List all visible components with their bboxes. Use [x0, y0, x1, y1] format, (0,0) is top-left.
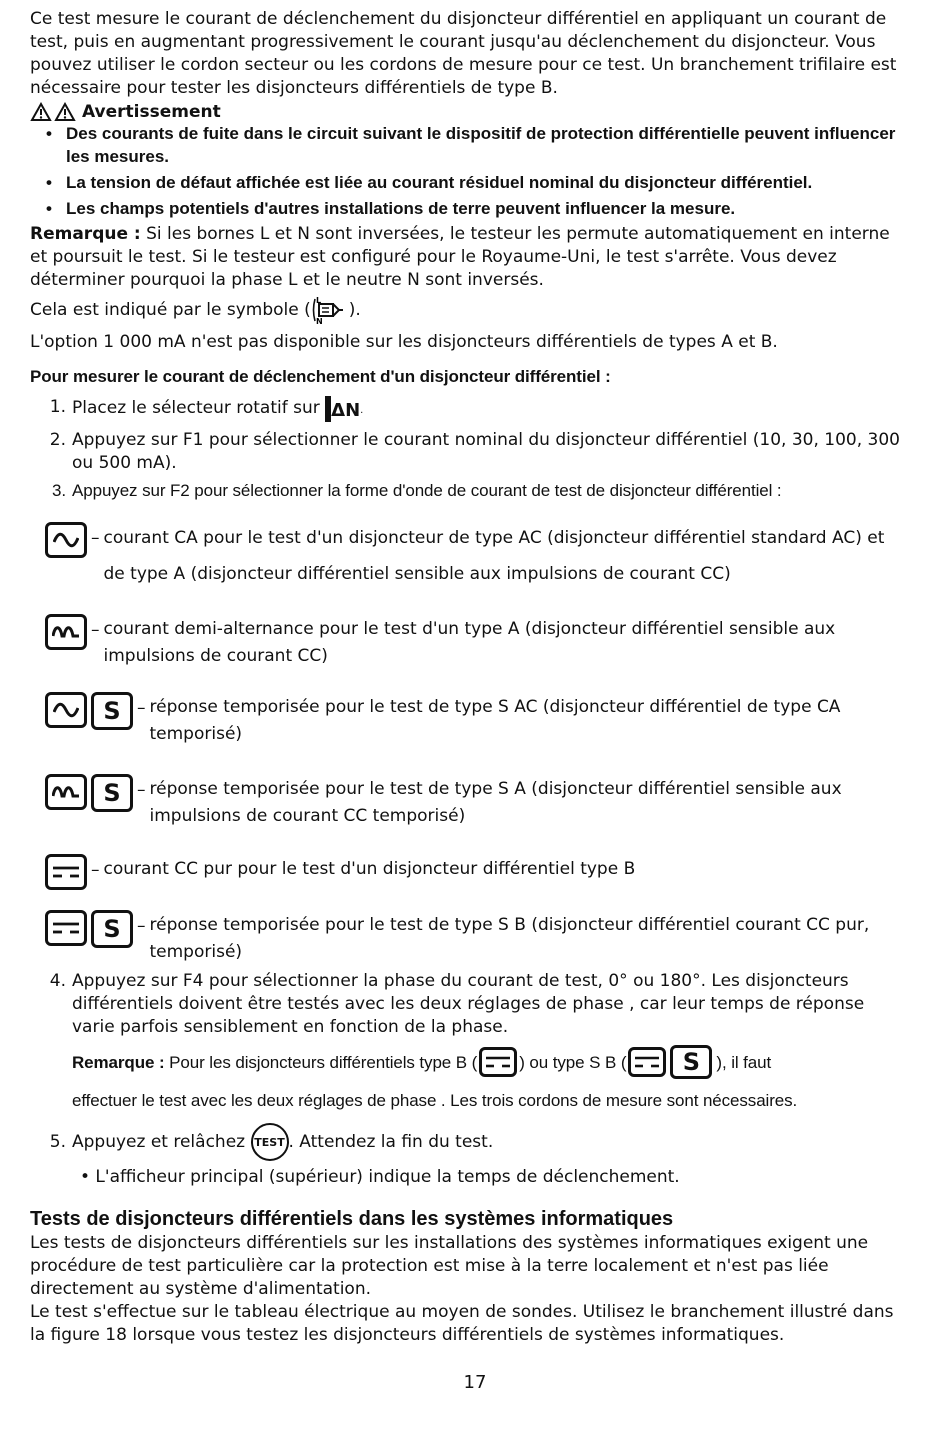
svg-text:L: L: [315, 296, 321, 305]
steps-list: [30, 396, 910, 502]
step-text: Appuyez sur F2 pour sélectionner la forme d'onde de courant de test de disjoncteur différentiel :: [72, 481, 782, 500]
dash: –: [137, 698, 146, 718]
s-icon: S: [670, 1045, 712, 1079]
symbol-text: Cela est indiqué par le symbole (: [30, 300, 311, 320]
half-wave-icon: [45, 774, 87, 810]
dc-icon: [45, 854, 87, 890]
step-4: [30, 970, 910, 1112]
s-icon: S: [91, 910, 133, 948]
page-number: 17: [463, 1372, 487, 1393]
remark-label: Remarque :: [72, 1052, 165, 1072]
dash: –: [137, 780, 146, 800]
warning-title: Avertissement: [82, 102, 221, 122]
plug-reversed-icon: [311, 295, 349, 325]
waveform-option: [45, 614, 910, 670]
step-body: [72, 970, 910, 1112]
step-number: 1.: [49, 397, 66, 417]
waveform-option: [45, 522, 910, 592]
step-text: Appuyez sur F1 pour sélectionner le courant nominal du disjoncteur différentiel (10, 30, 100, 300 ou 500 mA).: [72, 430, 900, 473]
remark-text: ) ou type S B (: [519, 1052, 627, 1072]
s-icon: S: [91, 692, 133, 730]
step-number: 4.: [49, 971, 66, 991]
step-5: [30, 1123, 910, 1161]
step-text: . Attendez la fin du test.: [288, 1132, 494, 1152]
waveform-option: [45, 854, 910, 890]
procedure-title: Pour mesurer le courant de déclenchement d'un disjoncteur différentiel :: [30, 367, 611, 386]
warning-item: • Des courants de fuite dans le circuit suivant le dispositif de protection différentielle peuvent influencer les mesures.: [66, 122, 910, 168]
waveform-description: courant CA pour le test d'un disjoncteur de type AC (disjoncteur différentiel standard AC) et de type A (disjoncteur différentiel sensible aux impulsions de courant CC): [103, 528, 885, 584]
step-text: Appuyez sur F4 pour sélectionner la phase du courant de test, 0° ou 180°. Les disjoncteurs différentiels doivent être testés avec les deux réglages de phase , car leur temps de réponse varie parfois sensiblement en fonction de la phase.: [72, 971, 865, 1037]
dash: –: [137, 916, 146, 936]
waveform-option: [45, 692, 910, 748]
rotary-position-icon: [325, 396, 360, 422]
remark-text: ), il faut: [716, 1052, 772, 1072]
dc-icon: [628, 1047, 666, 1077]
warning-list: [30, 122, 910, 220]
step-number: 5.: [49, 1131, 66, 1152]
ac-wave-icon: [45, 522, 87, 558]
test-button-icon: TEST: [251, 1123, 289, 1161]
remark-2: [72, 1045, 910, 1079]
waveform-icons: [45, 854, 91, 890]
ac-wave-icon: [45, 692, 87, 728]
section-heading: Tests de disjoncteurs différentiels dans les systèmes informatiques: [30, 1208, 674, 1230]
waveform-description: courant CC pur pour le test d'un disjoncteur différentiel type B: [103, 859, 636, 879]
warning-triangle-icon: [54, 102, 76, 122]
remark-paragraph: [30, 223, 910, 292]
step-text: Placez le sélecteur rotatif sur: [72, 398, 320, 418]
waveform-icons: [45, 614, 91, 650]
symbol-text: ).: [348, 300, 361, 320]
waveform-list: [30, 522, 910, 966]
step-body: [72, 1123, 910, 1161]
step-2: [30, 429, 910, 475]
svg-text:N: N: [315, 317, 323, 325]
delta-n-label: ΔN: [331, 400, 361, 421]
warning-item: • La tension de défaut affichée est liée au courant résiduel nominal du disjoncteur différentiel.: [66, 171, 910, 194]
step-3: [30, 479, 910, 502]
step-number: 2.: [49, 430, 66, 450]
waveform-description: réponse temporisée pour le test de type S B (disjoncteur différentiel courant CC pur, temporisé): [149, 915, 870, 962]
half-wave-icon: [45, 614, 87, 650]
dash: –: [91, 528, 100, 548]
dc-icon: [479, 1047, 517, 1077]
page-content: [30, 8, 910, 1347]
waveform-option: [45, 910, 910, 966]
waveform-description: réponse temporisée pour le test de type S A (disjoncteur différentiel sensible aux impulsions de courant CC temporisé): [149, 779, 842, 826]
waveform-icons: [45, 692, 137, 730]
section-paragraph: Le test s'effectue sur le tableau électrique au moyen de sondes. Utilisez le branchement illustré dans la figure 18 lorsque vous testez les disjoncteurs différentiels de systèmes informatiques.: [30, 1302, 894, 1345]
section-paragraph: Les tests de disjoncteurs différentiels sur les installations des systèmes informatiques exigent une procédure de test particulière car la protection est mise à la terre localement et n'est pas liée directement au système d'alimentation.: [30, 1233, 869, 1299]
step-5-sub: • L'afficheur principal (supérieur) indique la temps de déclenchement.: [80, 1167, 680, 1187]
waveform-description: réponse temporisée pour le test de type S AC (disjoncteur différentiel de type CA temporisé): [149, 697, 841, 744]
dash: –: [91, 620, 100, 640]
dc-icon: [45, 910, 87, 946]
waveform-icons: [45, 774, 137, 812]
s-icon: S: [91, 774, 133, 812]
step-number: 3.: [52, 481, 66, 500]
option-note: L'option 1 000 mA n'est pas disponible sur les disjoncteurs différentiels de types A et B.: [30, 332, 778, 352]
warning-triangle-icon: [30, 102, 52, 122]
remark-text: Si les bornes L et N sont inversées, le testeur les permute automatiquement en interne et poursuit le test. Si le testeur est configuré pour le Royaume-Uni, le test s'arrête. Vous devez déterminer pourquoi la phase L et le neutre N sont inversés.: [30, 224, 890, 290]
remark-text: Pour les disjoncteurs différentiels type B (: [164, 1052, 478, 1072]
dash: –: [91, 860, 100, 880]
warning-item: • Les champs potentiels d'autres installations de terre peuvent influencer la mesure.: [66, 197, 910, 220]
waveform-icons: [45, 522, 91, 558]
remark-label: Remarque :: [30, 224, 141, 244]
step-1: [30, 396, 910, 422]
warning-heading: [30, 102, 910, 122]
waveform-icons: [45, 910, 137, 948]
waveform-option: [45, 774, 910, 830]
intro-paragraph: Ce test mesure le courant de déclenchement du disjoncteur différentiel en appliquant un courant de test, puis en augmentant progressivement le courant jusqu'au déclenchement du disjoncteur. Vous pouvez utiliser le cordon secteur ou les cordons de mesure pour ce test. Un branchement trifilaire est nécessaire pour tester les disjoncteurs différentiels de type B.: [30, 9, 897, 98]
symbol-line: [30, 295, 910, 325]
waveform-description: courant demi-alternance pour le test d'un type A (disjoncteur différentiel sensible aux impulsions de courant CC): [103, 619, 836, 666]
remark-text: effectuer le test avec les deux réglages de phase . Les trois cordons de mesure sont nécessaires.: [72, 1091, 798, 1110]
step-body: [72, 396, 910, 422]
step-text: Appuyez et relâchez: [72, 1132, 246, 1152]
step-text: .: [360, 405, 364, 416]
